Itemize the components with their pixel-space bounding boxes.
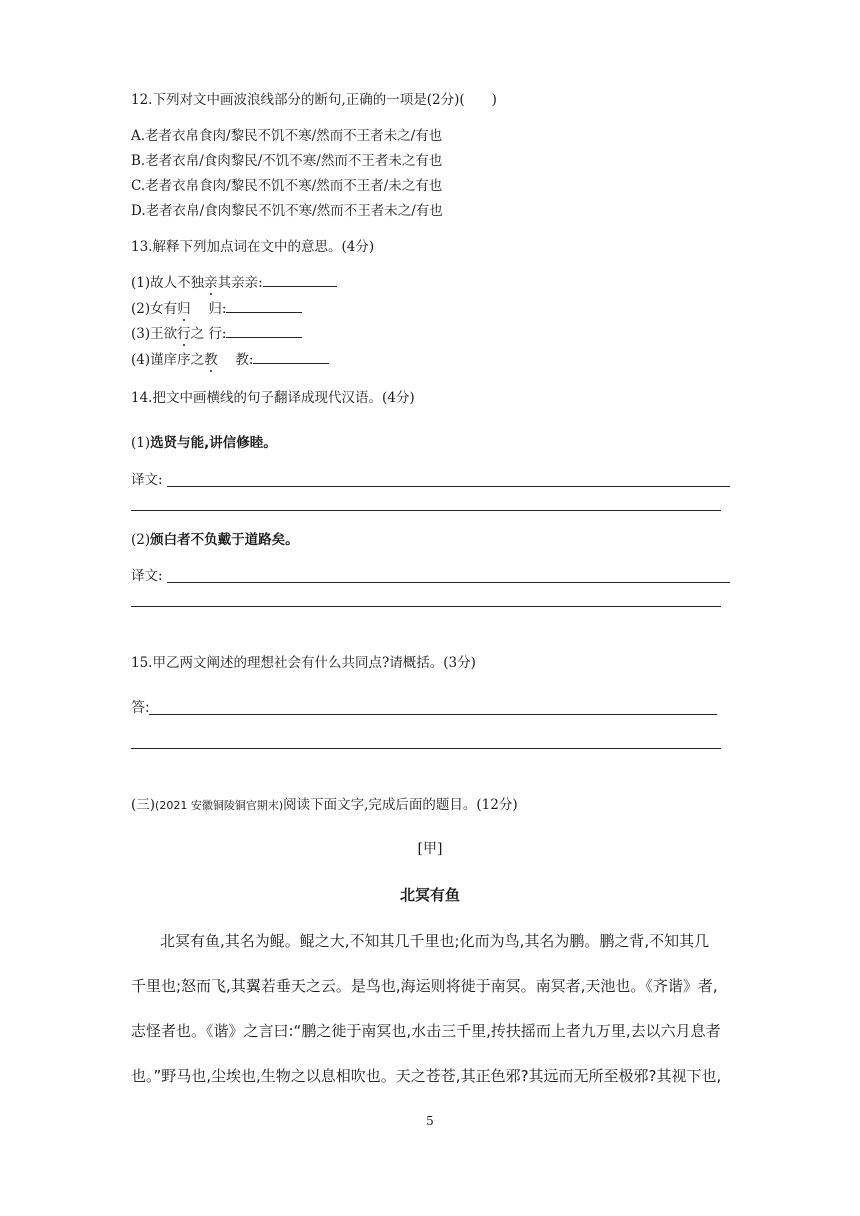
q12-option-b: B.老者衣帛/食肉黎民/不饥不寒/然而不王者未之有也 <box>131 153 443 169</box>
dotted-word-1: 亲 <box>204 275 218 291</box>
answer-line[interactable] <box>131 606 721 607</box>
q14-sentence-2: (2)颁白者不负戴于道路矣。 <box>131 532 299 548</box>
q13-item-2: (2)女有归 归: <box>131 298 302 319</box>
q13-stem: 13.解释下列加点词在文中的意思。(4分) <box>131 239 375 255</box>
passage-line: 千里也;怒而飞,其翼若垂天之云。是鸟也,海运则将徙于南冥。南冥者,天池也。《齐谐》者, <box>131 977 718 995</box>
q14-stem: 14.把文中画横线的句子翻译成现代汉语。(4分) <box>131 390 415 406</box>
q14-translation-label-1: 译文: <box>131 472 163 488</box>
q14-translation-label-2: 译文: <box>131 568 163 584</box>
answer-line[interactable] <box>131 510 721 511</box>
section-3-heading: (三)(2021 安徽铜陵铜官期末)阅读下面文字,完成后面的题目。(12分) <box>131 797 518 813</box>
passage-line: 也。”野马也,尘埃也,生物之以息相吹也。天之苍苍,其正色邪?其远而无所至极邪?其视下也, <box>131 1067 722 1085</box>
dotted-word-4: 教 <box>204 352 218 368</box>
q12-stem: 12.下列对文中画波浪线部分的断句,正确的一项是(2分)( ) <box>131 92 497 108</box>
q15-stem: 15.甲乙两文阐述的理想社会有什么共同点?请概括。(3分) <box>131 655 476 671</box>
passage-tag: [甲] <box>417 841 443 857</box>
dotted-word-2: 归 <box>177 301 191 317</box>
answer-line[interactable] <box>131 748 721 749</box>
answer-blank-3[interactable] <box>226 323 302 338</box>
q13-item-3: (3)王欲行之 行: <box>131 323 302 344</box>
passage-title: 北冥有鱼 <box>399 886 460 904</box>
q13-item-1: (1)故人不独亲其亲亲: <box>131 272 337 293</box>
q12-option-c: C.老者衣帛食肉/黎民不饥不寒/然而不王者/未之有也 <box>131 178 443 194</box>
answer-line[interactable] <box>167 486 730 487</box>
q13-item-4: (4)谨庠序之教 教: <box>131 349 329 370</box>
answer-line[interactable] <box>167 582 730 583</box>
answer-blank-4[interactable] <box>253 349 329 364</box>
passage-line: 志怪者也。《谐》之言曰:“鹏之徙于南冥也,水击三千里,抟扶摇而上者九万里,去以六月息者 <box>131 1022 721 1040</box>
answer-blank-2[interactable] <box>226 298 302 313</box>
passage-line: 北冥有鱼,其名为鲲。鲲之大,不知其几千里也;化而为鸟,其名为鹏。鹏之背,不知其几 <box>160 932 710 950</box>
page-number: 5 <box>426 1114 434 1128</box>
answer-blank-1[interactable] <box>263 272 337 287</box>
q12-option-a: A.老者衣帛食肉/黎民不饥不寒/然而不王者未之/有也 <box>131 128 443 144</box>
q12-option-d: D.老者衣帛/食肉黎民不饥不寒/然而不王者未之/有也 <box>131 203 443 219</box>
dotted-word-3: 行 <box>177 326 191 342</box>
q15-answer-label: 答: <box>131 700 150 716</box>
answer-line[interactable] <box>149 714 717 715</box>
q14-sentence-1: (1)选贤与能,讲信修睦。 <box>131 435 277 451</box>
